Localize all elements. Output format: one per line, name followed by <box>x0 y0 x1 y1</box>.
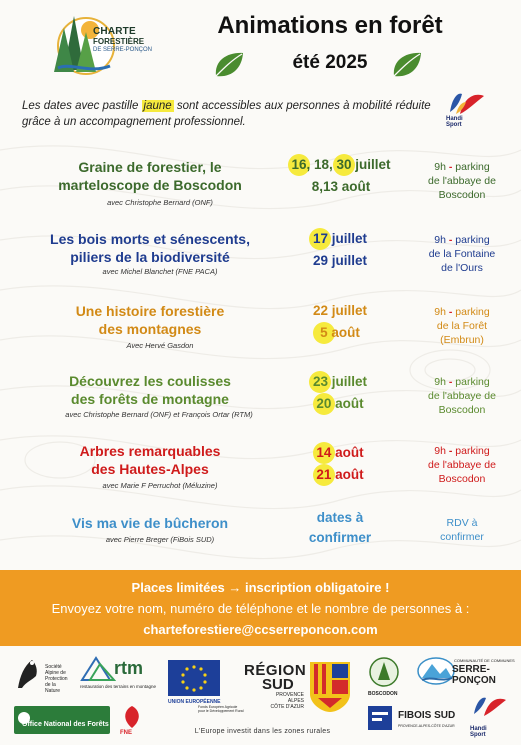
loc-time: 9h <box>434 306 446 318</box>
onf-text: Office National des Forêts <box>22 721 109 728</box>
eu-title: UNION EUROPÉENNE <box>168 699 221 705</box>
loc-line3: Boscodon <box>438 404 486 416</box>
date-line1: 22 juillet <box>312 303 368 318</box>
banner-places-limitees: Places limitées → inscription obligatoire ! <box>131 580 390 595</box>
loc-line2: de la Fontaine <box>428 248 496 260</box>
loc-line1: parking <box>455 234 490 246</box>
intro-after: sont accessibles aux personnes à mobilité réduite grâce à un accompagnement professionnel. <box>22 100 431 128</box>
event-title-line1: Les bois morts et sénescents, <box>50 231 250 247</box>
date-text: août <box>331 445 364 460</box>
event-author: Avec Hervé Gasdon <box>126 341 194 350</box>
date-text: août <box>331 396 364 411</box>
loc-sep: - <box>445 445 456 457</box>
event-graine-de-forestier <box>0 152 521 212</box>
loc-sep: - <box>445 161 456 173</box>
loc-sep: - <box>445 234 456 246</box>
loc-line2: de l'abbaye de <box>428 175 496 187</box>
region-sud-shield-icon <box>308 660 352 714</box>
boscodon-text: BOSCODON <box>368 691 398 697</box>
sapn-line: Protection <box>45 676 68 682</box>
event-title-line1: Découvrez les coulisses <box>69 373 231 389</box>
event-bois-morts <box>0 224 521 284</box>
region-line1: PROVENCE <box>275 692 304 698</box>
logo-text-serre-poncon: DE SERRE-PONÇON <box>93 47 153 53</box>
event-location <box>414 305 510 347</box>
event-author: avec Pierre Breger (FiBois SUD) <box>105 535 215 544</box>
eu-flag-icon <box>168 660 220 696</box>
loc-time: 9h <box>434 445 446 457</box>
event-title <box>20 302 280 338</box>
fibois-subtitle: PROVENCE-ALPES-CÔTE D'AZUR <box>398 724 455 728</box>
header <box>0 0 521 90</box>
sapn-line: Société <box>45 664 62 670</box>
region-sud: SUD <box>262 676 294 693</box>
registration-banner <box>0 570 521 646</box>
europe-footer-text: L'Europe investit dans les zones rurales <box>194 728 331 735</box>
sapn-text <box>45 664 68 694</box>
event-coulisses-forets <box>0 368 521 428</box>
fne-text: FNE <box>120 730 132 736</box>
event-title-line2: marteloscope de Boscodon <box>58 177 242 193</box>
ccsp-line1: COMMUNAUTÉ DE COMMUNES <box>454 658 515 663</box>
region-line3: CÔTE D'AZUR <box>270 704 304 710</box>
date-text: juillet <box>328 231 368 246</box>
event-title-line1: Arbres remarquables <box>79 443 221 459</box>
accessible-date-dot: 21 <box>316 464 331 486</box>
banner-instructions: Envoyez votre nom, numéro de téléphone et le nombre de personnes à : <box>51 601 470 616</box>
logo-text-forestiere: FORESTIÈRE <box>93 37 145 46</box>
leaf-right-icon <box>390 50 424 80</box>
handi-bottom-line2: Sport <box>470 732 486 738</box>
event-title-line2: des forêts de montagne <box>71 391 229 407</box>
event-title-line1: Vis ma vie de bûcheron <box>71 515 229 531</box>
date-line2: 29 juillet <box>312 253 368 268</box>
intro-text <box>22 98 442 130</box>
handi-label-1: Handi <box>446 116 463 122</box>
accessible-date-dot: 20 <box>316 393 331 415</box>
date-line2: 8,13 août <box>311 179 371 194</box>
region-title: RÉGION <box>244 662 307 679</box>
event-author: avec Michel Blanchet (FNE PACA) <box>102 267 218 276</box>
loc-sep: - <box>445 376 456 388</box>
region-subtitle <box>268 692 304 710</box>
intro-highlight: jaune <box>143 100 172 112</box>
event-author: avec Marie F Perruchot (Méluzine) <box>102 481 218 490</box>
loc-line3: de l'Ours <box>441 262 483 274</box>
event-title <box>20 230 280 266</box>
event-location <box>414 375 510 417</box>
date-text: juillet <box>351 157 391 172</box>
loc-line1: parking <box>455 445 490 457</box>
event-dates <box>280 508 400 548</box>
loc-sep: - <box>445 306 456 318</box>
loc-time: 9h <box>434 376 446 388</box>
event-bucheron <box>0 508 521 558</box>
eu-sub-line2: pour le Développement Rural <box>198 709 244 713</box>
loc-line2: de l'abbaye de <box>428 459 496 471</box>
date-line1: dates à <box>316 510 364 525</box>
date-text: août <box>327 325 360 340</box>
event-title-line2: des montagnes <box>98 321 202 337</box>
loc-time: 9h <box>434 161 446 173</box>
fibois-logo <box>366 704 394 732</box>
event-location <box>414 160 510 202</box>
ccsp-line2: SERRE-PONÇON <box>452 664 496 686</box>
event-title-line2: piliers de la biodiversité <box>70 249 230 265</box>
event-location <box>414 444 510 486</box>
sapn-line: Alpine de <box>45 670 66 676</box>
handi-sport-bottom-logo <box>470 692 510 726</box>
event-arbres-remarquables <box>0 438 521 498</box>
event-dates <box>280 300 400 344</box>
boscodon-logo <box>368 656 400 688</box>
event-location <box>414 516 510 544</box>
event-title <box>20 442 280 478</box>
event-dates <box>280 371 400 415</box>
event-title <box>20 514 280 532</box>
event-title <box>20 372 280 408</box>
accessible-date-dot: 30 <box>337 154 352 176</box>
loc-line2: de la Forêt <box>436 320 488 332</box>
loc-line3: Boscodon <box>438 189 486 201</box>
event-dates <box>276 154 406 198</box>
event-dates <box>280 442 400 486</box>
accessible-date-dot: 16 <box>291 154 306 176</box>
page-subtitle: été 2025 <box>292 52 368 73</box>
loc-line3: (Embrun) <box>440 334 484 346</box>
event-dates <box>280 228 400 272</box>
intro-before: Les dates avec pastille <box>22 100 142 112</box>
event-title-line1: Une histoire forestière <box>75 303 225 319</box>
rtm-text: rtm <box>114 658 144 678</box>
date-text: juillet <box>328 374 368 389</box>
loc-line1: RDV à <box>446 517 478 529</box>
event-title-line1: Graine de forestier, le <box>78 159 222 175</box>
loc-line2: confirmer <box>440 531 484 543</box>
sapn-line: Nature <box>45 688 61 694</box>
handi-bottom-line1: Handi <box>470 726 487 732</box>
accessible-date-dot: 5 <box>320 322 328 344</box>
region-line2: ALPES <box>287 698 304 704</box>
loc-line3: Boscodon <box>438 473 486 485</box>
loc-line1: parking <box>455 306 490 318</box>
accessible-date-dot: 17 <box>313 228 328 250</box>
fibois-text: FIBOIS SUD <box>398 710 456 721</box>
logo-text-charte: CHARTE <box>93 26 136 37</box>
onf-logo <box>14 706 110 734</box>
date-line2: confirmer <box>308 530 372 545</box>
eu-subtitle <box>198 705 244 713</box>
rtm-mountain-logo <box>80 654 116 682</box>
event-author: avec Christophe Bernard (ONF) <box>107 198 213 207</box>
event-location <box>414 233 510 275</box>
fne-leaf-icon <box>118 704 146 730</box>
sapn-line: de la <box>45 682 56 688</box>
event-author: avec Christophe Bernard (ONF) et François Ortar (RTM) <box>65 410 253 419</box>
banner-email-link[interactable]: charteforestiere@ccserreponcon.com <box>143 622 378 637</box>
loc-line1: parking <box>455 376 490 388</box>
event-histoire-forestiere <box>0 296 521 356</box>
event-title-line2: des Hautes-Alpes <box>91 461 209 477</box>
page-title: Animations en forêt <box>217 12 443 39</box>
sapn-bird-logo <box>14 656 44 690</box>
event-title <box>20 158 280 194</box>
eu-sub-line1: Fonds Européen Agricole <box>198 705 238 709</box>
loc-time: 9h <box>434 234 446 246</box>
handi-label-2: Sport <box>446 122 462 128</box>
accessible-date-dot: 14 <box>316 442 331 464</box>
serre-poncon-logo <box>416 656 456 686</box>
loc-line1: parking <box>455 161 490 173</box>
accessible-date-dot: 23 <box>313 371 328 393</box>
date-text: août <box>331 467 364 482</box>
loc-line2: de l'abbaye de <box>428 390 496 402</box>
date-text: , 18, <box>306 157 337 172</box>
rtm-subtitle: restauration des terrains en montagne <box>80 684 157 689</box>
leaf-left-icon <box>212 50 246 80</box>
